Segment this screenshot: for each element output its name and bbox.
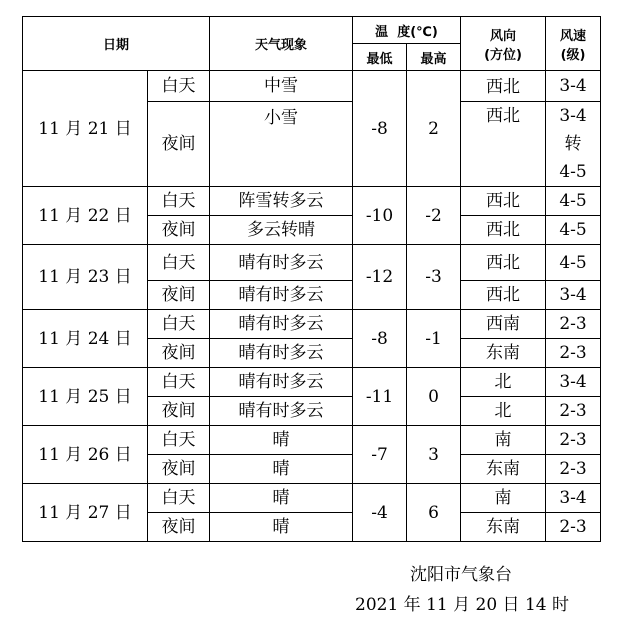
period-label: 白天 xyxy=(148,484,210,513)
weather-cell: 晴有时多云 xyxy=(210,397,353,426)
wind-speed-value: 4-5 xyxy=(559,162,587,182)
tmin-cell: -8 xyxy=(353,71,407,187)
header-tmax: 最高 xyxy=(407,44,461,71)
wind-speed-cell: 4-5 xyxy=(546,216,601,245)
weather-cell: 晴 xyxy=(210,484,353,513)
wind-dir-cell: 西南 xyxy=(461,310,546,339)
wind-dir-cell xyxy=(461,71,546,187)
weather-cell: 多云转晴 xyxy=(210,216,353,245)
table-row xyxy=(23,368,601,397)
period-label: 夜间 xyxy=(148,102,210,187)
tmax-cell: 0 xyxy=(407,368,461,426)
table-row xyxy=(23,245,601,281)
wind-dir-cell: 东南 xyxy=(461,339,546,368)
tmax-cell: -1 xyxy=(407,310,461,368)
weather-cell: 中雪 xyxy=(210,71,353,102)
header-weather: 天气现象 xyxy=(210,17,353,71)
wind-speed-transition: 转 xyxy=(564,134,582,154)
period-label: 白天 xyxy=(148,368,210,397)
wind-speed-cell: 3-4 xyxy=(546,484,601,513)
weather-cell: 晴有时多云 xyxy=(210,339,353,368)
wind-dir-cell: 东南 xyxy=(461,513,546,542)
tmax-cell: 3 xyxy=(407,426,461,484)
tmin-cell: -8 xyxy=(353,310,407,368)
wind-dir-cell: 西北 xyxy=(461,216,546,245)
wind-dir-night: 西北 xyxy=(486,106,521,126)
date-cell: 11 月 21 日 xyxy=(23,71,148,187)
wind-speed-cell: 2-3 xyxy=(546,426,601,455)
header-wind-direction-label: 风向 xyxy=(490,28,517,44)
wind-speed-cell: 3-4 xyxy=(546,281,601,310)
period-label: 白天 xyxy=(148,187,210,216)
header-wind-speed-sub: (级) xyxy=(560,47,586,63)
date-cell: 11 月 25 日 xyxy=(23,368,148,426)
weather-cell: 小雪 xyxy=(210,102,353,187)
tmin-cell: -11 xyxy=(353,368,407,426)
weather-cell: 晴 xyxy=(210,455,353,484)
forecast-table xyxy=(22,16,601,542)
tmax-cell: 6 xyxy=(407,484,461,542)
weather-cell: 晴有时多云 xyxy=(210,281,353,310)
issued-time: 2021 年 11 月 20 日 14 时 xyxy=(355,595,569,615)
period-label: 夜间 xyxy=(148,339,210,368)
wind-speed-cell: 4-5 xyxy=(546,187,601,216)
period-label: 白天 xyxy=(148,245,210,281)
header-tmin: 最低 xyxy=(353,44,407,71)
table-row xyxy=(23,71,601,102)
table-row xyxy=(23,484,601,513)
wind-speed-cell: 3-4 xyxy=(546,368,601,397)
wind-speed-cell: 2-3 xyxy=(546,455,601,484)
period-label: 夜间 xyxy=(148,281,210,310)
period-label: 白天 xyxy=(148,426,210,455)
wind-dir-cell: 北 xyxy=(461,397,546,426)
date-cell: 11 月 23 日 xyxy=(23,245,148,310)
tmax-cell: -2 xyxy=(407,187,461,245)
wind-speed-cell xyxy=(546,102,601,187)
wind-speed-cell: 2-3 xyxy=(546,310,601,339)
header-wind-direction-sub: (方位) xyxy=(484,47,522,63)
issuer: 沈阳市气象台 xyxy=(410,565,512,585)
weather-cell: 晴有时多云 xyxy=(210,368,353,397)
tmax-cell: 2 xyxy=(407,71,461,187)
wind-dir-cell: 北 xyxy=(461,368,546,397)
period-label: 白天 xyxy=(148,71,210,102)
header-date: 日期 xyxy=(23,17,210,71)
weather-cell: 晴 xyxy=(210,513,353,542)
table-row xyxy=(23,310,601,339)
header-wind-direction xyxy=(461,17,546,71)
header-wind-speed-label: 风速 xyxy=(560,28,587,44)
wind-dir-cell: 西北 xyxy=(461,187,546,216)
wind-dir-cell: 南 xyxy=(461,484,546,513)
table-row xyxy=(23,187,601,216)
tmin-cell: -7 xyxy=(353,426,407,484)
date-cell: 11 月 26 日 xyxy=(23,426,148,484)
wind-dir-day: 西北 xyxy=(461,73,545,102)
weather-cell: 晴有时多云 xyxy=(210,245,353,281)
date-cell: 11 月 27 日 xyxy=(23,484,148,542)
tmin-cell: -4 xyxy=(353,484,407,542)
wind-dir-cell: 南 xyxy=(461,426,546,455)
period-label: 夜间 xyxy=(148,513,210,542)
period-label: 夜间 xyxy=(148,216,210,245)
tmin-cell: -10 xyxy=(353,187,407,245)
wind-speed-value: 3-4 xyxy=(559,106,587,126)
weather-cell: 阵雪转多云 xyxy=(210,187,353,216)
table-row xyxy=(23,426,601,455)
wind-dir-cell: 西北 xyxy=(461,245,546,281)
weather-cell: 晴 xyxy=(210,426,353,455)
date-cell: 11 月 24 日 xyxy=(23,310,148,368)
wind-speed-cell: 2-3 xyxy=(546,339,601,368)
wind-speed-cell: 4-5 xyxy=(546,245,601,281)
period-label: 白天 xyxy=(148,310,210,339)
date-cell: 11 月 22 日 xyxy=(23,187,148,245)
period-label: 夜间 xyxy=(148,455,210,484)
header-wind-speed xyxy=(546,17,601,71)
period-label: 夜间 xyxy=(148,397,210,426)
wind-dir-cell: 东南 xyxy=(461,455,546,484)
wind-speed-cell: 3-4 xyxy=(546,71,601,102)
header-temperature: 温 度(℃) xyxy=(353,17,461,44)
wind-speed-cell: 2-3 xyxy=(546,513,601,542)
weather-cell: 晴有时多云 xyxy=(210,310,353,339)
wind-dir-cell: 西北 xyxy=(461,281,546,310)
tmax-cell: -3 xyxy=(407,245,461,310)
tmin-cell: -12 xyxy=(353,245,407,310)
wind-speed-cell: 2-3 xyxy=(546,397,601,426)
